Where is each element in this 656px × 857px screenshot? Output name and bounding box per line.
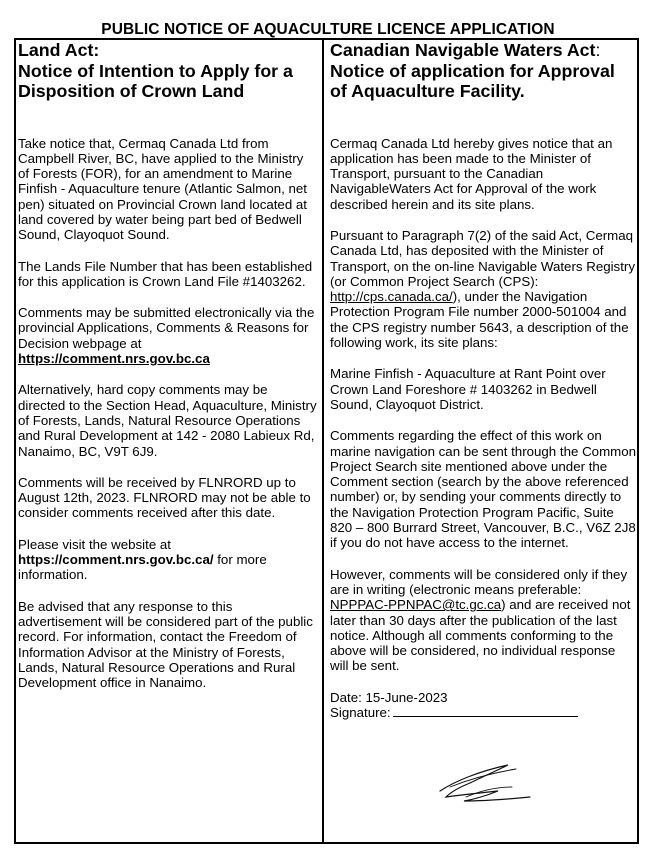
- land-act-paragraph-6: [18, 537, 318, 583]
- navigable-waters-paragraph-3: Marine Finfish - Aquaculture at Rant Point over Crown Land Foreshore # 1403262 in Bedwell Sound, Clayoquot District.: [330, 366, 606, 412]
- comments-intro-text: Comments may be submitted electronically via the provincial Applications, Comments & Reasons for Decision webpage at: [18, 305, 315, 351]
- comment-nrs-link[interactable]: https://comment.nrs.gov.bc.ca: [18, 351, 210, 367]
- navigable-waters-paragraph-1: Cermaq Canada Ltd hereby gives notice that an application has been made to the Minister of Transport, pursuant to the Canadian NavigableWaters Act for Approval of the work described herein and its site plans.: [330, 135, 613, 212]
- land-act-paragraph-5: Comments will be received by FLNRORD up to August 12th, 2023. FLNRORD may not be able to consider comments received after this date.: [18, 474, 311, 521]
- notice-title: PUBLIC NOTICE OF AQUACULTURE LICENCE APPLICATION: [101, 21, 555, 38]
- comment-nrs-website-link[interactable]: https://comment.nrs.gov.bc.ca/: [18, 552, 214, 568]
- navigable-waters-act-name: Canadian Navigable Waters Act: [330, 40, 596, 60]
- land-act-heading: [18, 40, 318, 102]
- handwritten-signature: [400, 757, 540, 807]
- more-information-text: for more information.: [18, 552, 267, 583]
- land-act-paragraph-3: [18, 305, 318, 366]
- paragraph-2-pre: Pursuant to Paragraph 7(2) of the said Act, Cermaq Canada Ltd, has deposited with the Minister of Transport, on the on-line Navigable Waters Registry (or Common Project Search (CPS):: [330, 227, 635, 289]
- signature-line: [393, 706, 578, 717]
- land-act-paragraph-1: Take notice that, Cermaq Canada Ltd from Campbell River, BC, have applied to the Ministry of Forests (FOR), for an amendment to Marine Finfish - Aquaculture tenure (Atlantic Salmon, net pen) situated on Provincial Crown land located at land covered by water being part bed of Bedwell Sound, Clayoquot Sound.: [18, 135, 308, 243]
- land-act-body: [18, 136, 318, 691]
- navigable-waters-body: [330, 136, 636, 721]
- visit-website-text: Please visit the website at: [18, 536, 171, 552]
- navigable-waters-paragraph-5: [330, 567, 636, 674]
- paragraph-2-post: ), under the Navigation Protection Program File number 2000-501004 and the CPS registry number 5643, a description of the following work, its site plans:: [330, 289, 629, 351]
- land-act-heading-line1: Land Act:: [18, 40, 100, 60]
- paragraph-5-post: ) and are received not later than 30 days after the publication of the last notice. Although all comments conforming to the above will be considered, no individual response will be sent.: [330, 597, 631, 674]
- heading-colon: :: [595, 40, 601, 60]
- cps-link[interactable]: http://cps.canada.ca/: [330, 289, 453, 305]
- navigable-waters-paragraph-4: Comments regarding the effect of this work on marine navigation can be sent through the Common Project Search site mentioned above under the Comment section (search by the above referenced number) or, by sending your comments directly to the Navigation Protection Program Pacific, Suite 820 – 800 Burrard Street, Vancouver, B.C., V6Z 2J8 if you do not have access to the internet.: [330, 428, 637, 551]
- column-divider: [322, 38, 324, 844]
- land-act-column: [18, 40, 318, 690]
- date-line: Date: 15-June-2023: [330, 689, 448, 705]
- land-act-paragraph-7: Be advised that any response to this advertisement will be considered part of the public record. For information, contact the Freedom of Information Advisor at the Ministry of Forests, Lands, Natural Resource Operations and Rural Development office in Nanaimo.: [18, 598, 313, 691]
- signature-label: Signature:: [330, 705, 391, 720]
- npppac-email-link[interactable]: NPPPAC-PPNPAC@tc.gc.ca: [330, 597, 502, 613]
- land-act-paragraph-2: The Lands File Number that has been established for this application is Crown Land File #1403262.: [18, 258, 313, 289]
- signature-block: [330, 690, 636, 721]
- navigable-waters-column: [330, 40, 636, 720]
- navigable-waters-paragraph-2: [330, 228, 636, 350]
- navigable-waters-heading-line2: Notice of application for Approval of Aquaculture Facility.: [330, 60, 615, 101]
- paragraph-5-pre: However, comments will be considered only if they are in writing (electronic means preferable:: [330, 566, 628, 597]
- land-act-paragraph-4: Alternatively, hard copy comments may be directed to the Section Head, Aquaculture, Ministry of Forests, Lands, Natural Resource Operations and Rural Development at 142 - 2080 Labieux Rd, Nanaimo, BC, V9T 6J9.: [18, 382, 317, 459]
- land-act-heading-line2: Notice of Intention to Apply for a Disposition of Crown Land: [18, 60, 293, 101]
- navigable-waters-heading-line1: [330, 40, 636, 61]
- navigable-waters-heading: [330, 40, 636, 102]
